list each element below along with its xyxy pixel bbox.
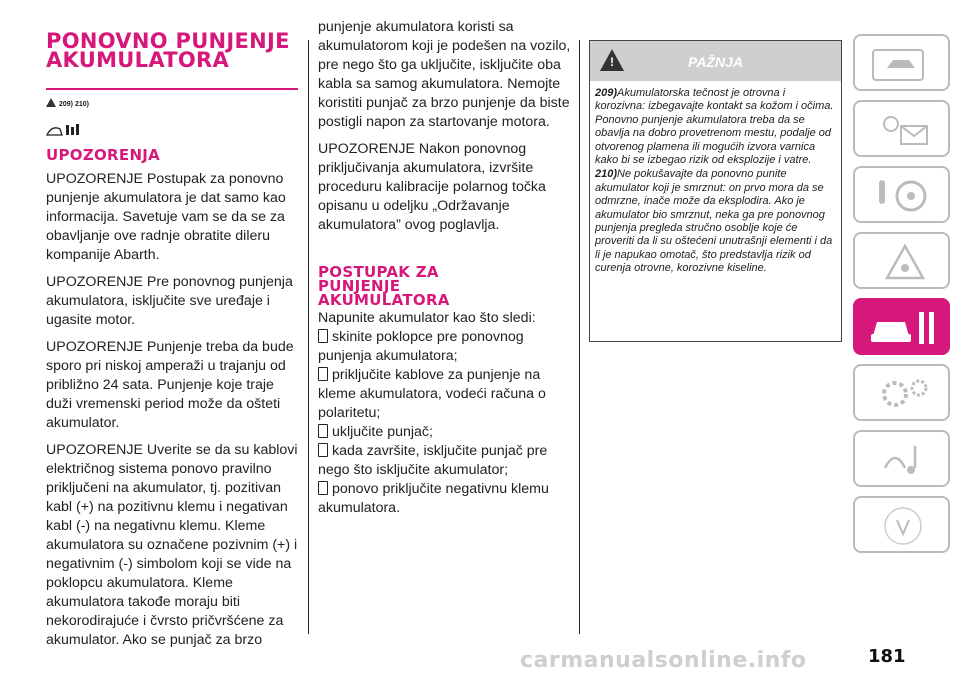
caution-body (590, 81, 841, 283)
caution-item (595, 87, 836, 167)
caution-item-text: Ne pokušavajte da ponovno punite akumulator koji je smrznut: on prvo mora da se odmrzne, inače može da eksplodira. Ako je akumulator bio smrznut, neka ga pre ponovnog punjenja pregleda stručno osoblje koje će proveriti da li su oštećeni unutrašnji elementi i da li je napukao omotač, što predstavlja rizik od curenja otrovne, korozivne kiseline. (595, 168, 833, 275)
bullet-icon (318, 424, 328, 438)
caution-header (590, 41, 841, 81)
watermark: carmanualsonline.info (520, 648, 807, 673)
bullet-icon (318, 329, 328, 343)
procedure-intro: Napunite akumulator kao što sledi: (318, 310, 536, 326)
procedure-step-text: priključite kablove za punjenje na kleme akumulatora, vodeći računa o polaritetu; (318, 367, 546, 421)
procedure-list (318, 309, 572, 518)
warning-lights-icon (865, 108, 941, 152)
bullet-icon (318, 443, 328, 457)
procedure-step-text: kada završite, isključite punjač pre nego što isključite akumulator; (318, 443, 548, 478)
media-music-icon (865, 438, 941, 482)
tab-maintenance[interactable] (853, 298, 950, 355)
page-title: PONOVNO PUNJENJE AKUMULATORA (46, 29, 290, 72)
warning-paragraph-1: UPOZORENJE Postupak za ponovno punjenje akumulatora je dat samo kao informacija. Savetuje vam se da se za obavljanje ove radnje obratite dileru kompanije Abarth. (46, 171, 286, 263)
procedure-step (318, 480, 572, 518)
procedure-step-text: skinite poklopce pre ponovnog punjenja akumulatora; (318, 329, 524, 364)
procedure-step (318, 366, 572, 423)
tab-index[interactable] (853, 496, 950, 553)
procedure-step-text: ponovo priključite negativnu klemu akumulatora. (318, 481, 549, 516)
warnings-text (46, 170, 298, 650)
procedure-step-text: uključite punjač; (332, 424, 433, 440)
tab-warning-lights[interactable] (853, 100, 950, 157)
environment-icon (46, 123, 86, 137)
warnings-heading: UPOZORENJA (46, 146, 161, 164)
car-dashboard-icon (865, 42, 941, 86)
tab-safety[interactable] (853, 232, 950, 289)
caution-item-number: 210) (595, 168, 618, 181)
warning-paragraph-4: UPOZORENJE Uverite se da su kablovi električnog sistema ponovo pravilno priključeni na akumulator, tj. pozitivan kabl (+) na pozitivnu klemu i negativan kabl (-) na negativnu klemu. Kleme akumulatora su označene pozivnim (+) i negativnim (-) simbolom koji se vide na poklopcu akumulatora. Kleme akumulatora takođe moraju biti nekorodirajuće i čvrsto pričvršćene za akumulator. Ako se punjač za brzo (46, 442, 298, 648)
alphabet-index-icon (865, 504, 941, 548)
caution-item-number: 209) (595, 87, 618, 99)
note-refs-text: 209) 210) (59, 101, 89, 108)
tab-multimedia[interactable] (853, 430, 950, 487)
tab-seats-keys[interactable] (853, 166, 950, 223)
procedure-step (318, 442, 572, 480)
warning-paragraph-3: UPOZORENJE Punjenje treba da bude sporo pri niskoj amperaži u trajanju od približno 24 sata. Punjenje koje traje duži vremenski period može da ošteti akumulator. (46, 339, 294, 431)
bullet-icon (318, 481, 328, 495)
warning-triangle-icon (46, 98, 56, 107)
note-refs (46, 98, 89, 108)
tab-technical-data[interactable] (853, 364, 950, 421)
title-underline (46, 88, 298, 90)
caution-box (589, 40, 842, 342)
caution-item (595, 168, 836, 275)
bullet-icon (318, 367, 328, 381)
column-2-text (318, 18, 572, 235)
page-number: 181 (868, 646, 906, 667)
battery-warning-icons (46, 123, 86, 140)
calibration-paragraph: UPOZORENJE Nakon ponovnog priključivanja akumulatora, izvršite proceduru kalibracije polarnog točka opisanu u odeljku „Održavanje akumulatora” ovog poglavlja. (318, 141, 546, 233)
caution-item-text: Akumulatorska tečnost je otrovna i korozivna: izbegavajte kontakt sa kožom i očima. Ponovno punjenje akumulatora treba da se obavlja na dobro provetrenom mestu, podalje od otvorenog plamena ili mogućih izvora varnica kako bi se izbegao rizik od eksplozije i vatre. (595, 87, 834, 167)
continued-paragraph: punjenje akumulatora koristi sa akumulatorom koji je podešen na vozilo, pre nego što ga uključite, isključite oba kabla sa samog akumulatora. Nemojte koristiti punjač za brzo punjenje da biste postigli napon za startovanje motora. (318, 19, 571, 130)
procedure-step (318, 423, 572, 442)
tab-dashboard[interactable] (853, 34, 950, 91)
procedure-step (318, 328, 572, 366)
gears-icon (865, 372, 941, 416)
procedure-heading: POSTUPAK ZA PUNJENJE AKUMULATORA (318, 263, 450, 309)
column-divider-1 (308, 40, 309, 634)
column-divider-2 (579, 40, 580, 634)
seat-key-icon (865, 174, 941, 218)
warning-triangle-icon (865, 240, 941, 284)
caution-title: PAŽNJA (688, 54, 743, 70)
car-wrench-icon (865, 306, 941, 350)
warning-triangle-icon: ! (600, 49, 624, 71)
warning-paragraph-2: UPOZORENJE Pre ponovnog punjenja akumulatora, isključite sve uređaje i ugasite motor. (46, 274, 293, 328)
